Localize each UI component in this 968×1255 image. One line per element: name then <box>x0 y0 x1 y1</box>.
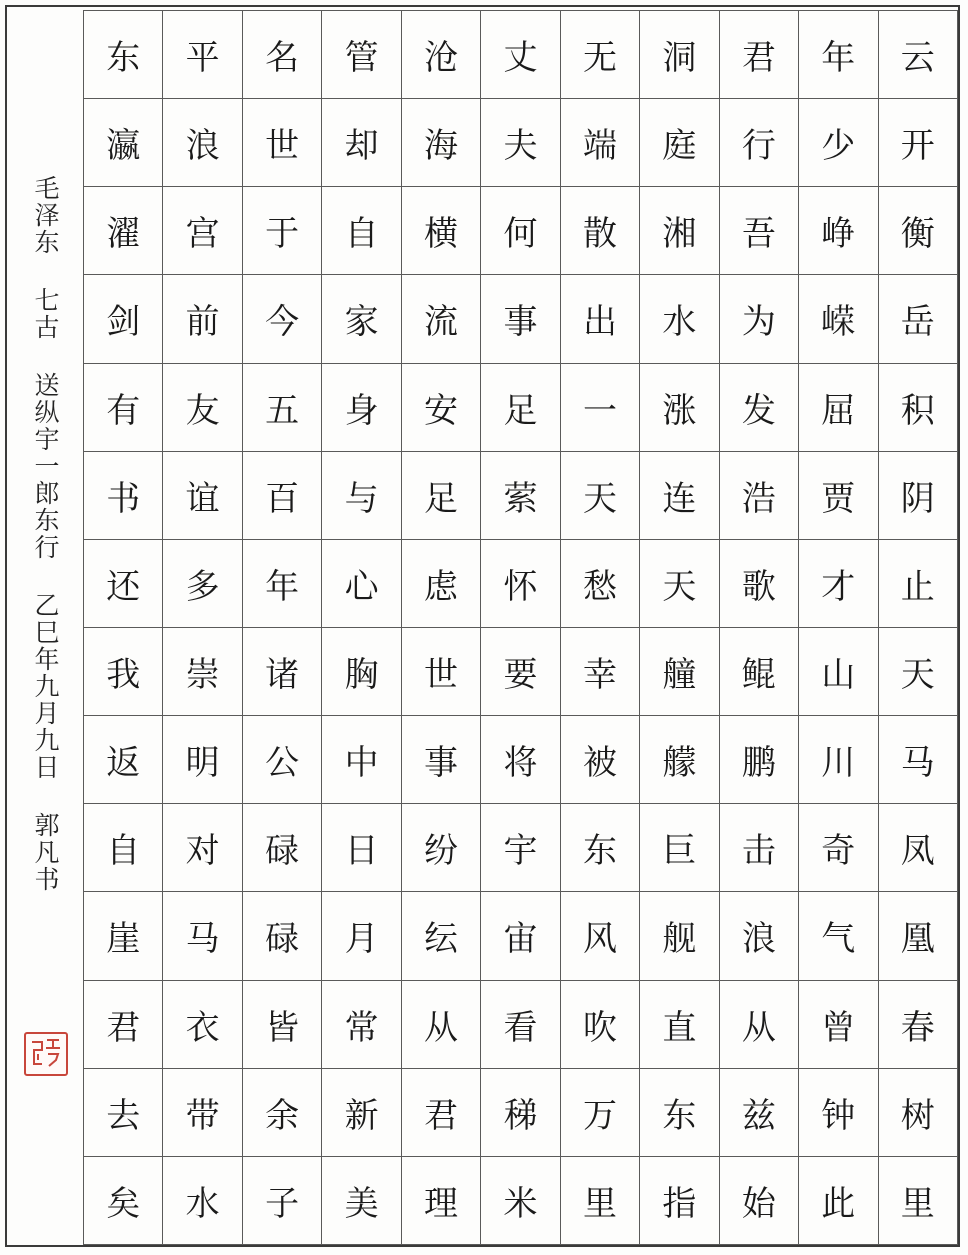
grid-cell: 新 <box>322 1069 401 1157</box>
grid-cell: 沧 <box>402 11 481 99</box>
grid-cell: 贾 <box>799 452 878 540</box>
grid-cell: 却 <box>322 99 401 187</box>
grid-cell: 平 <box>163 11 242 99</box>
grid-cell: 丈 <box>481 11 560 99</box>
grid-cell: 诸 <box>243 628 322 716</box>
grid-cell: 夫 <box>481 99 560 187</box>
grid-cell: 行 <box>720 99 799 187</box>
grid-cell: 中 <box>322 716 401 804</box>
grid-cell: 始 <box>720 1157 799 1245</box>
grid-cell: 天 <box>561 452 640 540</box>
grid-cell: 我 <box>84 628 163 716</box>
grid-cell: 春 <box>879 981 958 1069</box>
grid-cell: 万 <box>561 1069 640 1157</box>
grid-cell: 端 <box>561 99 640 187</box>
grid-cell: 月 <box>322 892 401 980</box>
grid-cell: 公 <box>243 716 322 804</box>
grid-cell: 海 <box>402 99 481 187</box>
grid-cell: 宫 <box>163 187 242 275</box>
grid-cell: 崇 <box>163 628 242 716</box>
grid-cell: 多 <box>163 540 242 628</box>
grid-cell: 嵘 <box>799 275 878 363</box>
grid-cell: 曾 <box>799 981 878 1069</box>
grid-cell: 舰 <box>640 892 719 980</box>
grid-cell: 衡 <box>879 187 958 275</box>
grid-cell: 直 <box>640 981 719 1069</box>
grid-cell: 无 <box>561 11 640 99</box>
grid-cell: 对 <box>163 804 242 892</box>
grid-cell: 气 <box>799 892 878 980</box>
grid-cell: 有 <box>84 364 163 452</box>
grid-cell: 何 <box>481 187 560 275</box>
grid-cell: 美 <box>322 1157 401 1245</box>
grid-cell: 年 <box>243 540 322 628</box>
grid-cell: 一 <box>561 364 640 452</box>
grid-cell: 发 <box>720 364 799 452</box>
grid-cell: 川 <box>799 716 878 804</box>
grid-cell: 凤 <box>879 804 958 892</box>
grid-cell: 风 <box>561 892 640 980</box>
grid-cell: 与 <box>322 452 401 540</box>
grid-cell: 纭 <box>402 892 481 980</box>
grid-cell: 树 <box>879 1069 958 1157</box>
grid-cell: 君 <box>720 11 799 99</box>
grid-cell: 浩 <box>720 452 799 540</box>
grid-cell: 将 <box>481 716 560 804</box>
grid-cell: 余 <box>243 1069 322 1157</box>
grid-cell: 要 <box>481 628 560 716</box>
grid-cell: 日 <box>322 804 401 892</box>
grid-cell: 东 <box>561 804 640 892</box>
grid-cell: 马 <box>879 716 958 804</box>
grid-cell: 世 <box>402 628 481 716</box>
grid-cell: 君 <box>84 981 163 1069</box>
grid-cell: 家 <box>322 275 401 363</box>
grid-cell: 从 <box>720 981 799 1069</box>
grid-cell: 东 <box>84 11 163 99</box>
grid-cell: 钟 <box>799 1069 878 1157</box>
grid-cell: 巨 <box>640 804 719 892</box>
grid-cell: 水 <box>640 275 719 363</box>
grid-cell: 里 <box>561 1157 640 1245</box>
grid-cell: 艨 <box>640 716 719 804</box>
grid-cell: 百 <box>243 452 322 540</box>
grid-cell: 足 <box>402 452 481 540</box>
seal-stamp <box>24 1032 68 1076</box>
grid-cell: 横 <box>402 187 481 275</box>
grid-cell: 浪 <box>163 99 242 187</box>
grid-cell: 凰 <box>879 892 958 980</box>
grid-cell: 天 <box>640 540 719 628</box>
grid-cell: 宇 <box>481 804 560 892</box>
grid-cell: 碌 <box>243 804 322 892</box>
grid-cell: 年 <box>799 11 878 99</box>
grid-cell: 君 <box>402 1069 481 1157</box>
grid-cell: 足 <box>481 364 560 452</box>
signature-text: 毛泽东 七古 送纵宇一郎东行 乙巳年九月九日 郭凡书 <box>31 175 60 893</box>
grid-cell: 止 <box>879 540 958 628</box>
grid-cell: 奇 <box>799 804 878 892</box>
grid-cell: 萦 <box>481 452 560 540</box>
grid-cell: 安 <box>402 364 481 452</box>
grid-cell: 五 <box>243 364 322 452</box>
grid-cell: 艟 <box>640 628 719 716</box>
grid-cell: 少 <box>799 99 878 187</box>
grid-cell: 天 <box>879 628 958 716</box>
grid-cell: 身 <box>322 364 401 452</box>
grid-cell: 流 <box>402 275 481 363</box>
character-grid <box>83 10 958 1245</box>
grid-cell: 洞 <box>640 11 719 99</box>
grid-cell: 虑 <box>402 540 481 628</box>
grid-cell: 马 <box>163 892 242 980</box>
grid-cell: 山 <box>799 628 878 716</box>
grid-cell: 理 <box>402 1157 481 1245</box>
grid-cell: 前 <box>163 275 242 363</box>
grid-cell: 友 <box>163 364 242 452</box>
grid-cell: 指 <box>640 1157 719 1245</box>
grid-cell: 剑 <box>84 275 163 363</box>
grid-cell: 常 <box>322 981 401 1069</box>
grid-cell: 从 <box>402 981 481 1069</box>
grid-cell: 才 <box>799 540 878 628</box>
grid-cell: 水 <box>163 1157 242 1245</box>
grid-cell: 开 <box>879 99 958 187</box>
grid-cell: 去 <box>84 1069 163 1157</box>
grid-cell: 谊 <box>163 452 242 540</box>
grid-cell: 涨 <box>640 364 719 452</box>
grid-cell: 稊 <box>481 1069 560 1157</box>
grid-cell: 连 <box>640 452 719 540</box>
signature-column <box>7 10 83 1240</box>
grid-cell: 宙 <box>481 892 560 980</box>
grid-cell: 湘 <box>640 187 719 275</box>
grid-cell: 自 <box>322 187 401 275</box>
grid-cell: 里 <box>879 1157 958 1245</box>
grid-cell: 为 <box>720 275 799 363</box>
grid-cell: 云 <box>879 11 958 99</box>
grid-cell: 峥 <box>799 187 878 275</box>
grid-cell: 带 <box>163 1069 242 1157</box>
grid-cell: 今 <box>243 275 322 363</box>
grid-cell: 胸 <box>322 628 401 716</box>
grid-cell: 事 <box>481 275 560 363</box>
grid-cell: 纷 <box>402 804 481 892</box>
seal-stamp-icon <box>26 1034 66 1074</box>
grid-cell: 阴 <box>879 452 958 540</box>
grid-cell: 名 <box>243 11 322 99</box>
grid-cell: 鹏 <box>720 716 799 804</box>
grid-cell: 瀛 <box>84 99 163 187</box>
grid-cell: 庭 <box>640 99 719 187</box>
grid-cell: 于 <box>243 187 322 275</box>
grid-cell: 崖 <box>84 892 163 980</box>
grid-cell: 击 <box>720 804 799 892</box>
grid-cell: 兹 <box>720 1069 799 1157</box>
grid-cell: 屈 <box>799 364 878 452</box>
grid-cell: 自 <box>84 804 163 892</box>
grid-cell: 还 <box>84 540 163 628</box>
grid-cell: 事 <box>402 716 481 804</box>
grid-cell: 看 <box>481 981 560 1069</box>
grid-cell: 出 <box>561 275 640 363</box>
grid-cell: 书 <box>84 452 163 540</box>
grid-cell: 此 <box>799 1157 878 1245</box>
grid-cell: 怀 <box>481 540 560 628</box>
grid-cell: 子 <box>243 1157 322 1245</box>
grid-cell: 愁 <box>561 540 640 628</box>
grid-cell: 吹 <box>561 981 640 1069</box>
grid-cell: 皆 <box>243 981 322 1069</box>
grid-cell: 被 <box>561 716 640 804</box>
grid-cell: 浪 <box>720 892 799 980</box>
grid-cell: 管 <box>322 11 401 99</box>
grid-cell: 鲲 <box>720 628 799 716</box>
grid-cell: 濯 <box>84 187 163 275</box>
grid-cell: 歌 <box>720 540 799 628</box>
grid-cell: 东 <box>640 1069 719 1157</box>
grid-cell: 散 <box>561 187 640 275</box>
grid-cell: 积 <box>879 364 958 452</box>
grid-cell: 幸 <box>561 628 640 716</box>
grid-cell: 世 <box>243 99 322 187</box>
grid-cell: 衣 <box>163 981 242 1069</box>
grid-cell: 吾 <box>720 187 799 275</box>
grid-cell: 返 <box>84 716 163 804</box>
grid-cell: 岳 <box>879 275 958 363</box>
grid-cell: 碌 <box>243 892 322 980</box>
grid-cell: 米 <box>481 1157 560 1245</box>
grid-cell: 心 <box>322 540 401 628</box>
grid-cell: 明 <box>163 716 242 804</box>
grid-cell: 矣 <box>84 1157 163 1245</box>
